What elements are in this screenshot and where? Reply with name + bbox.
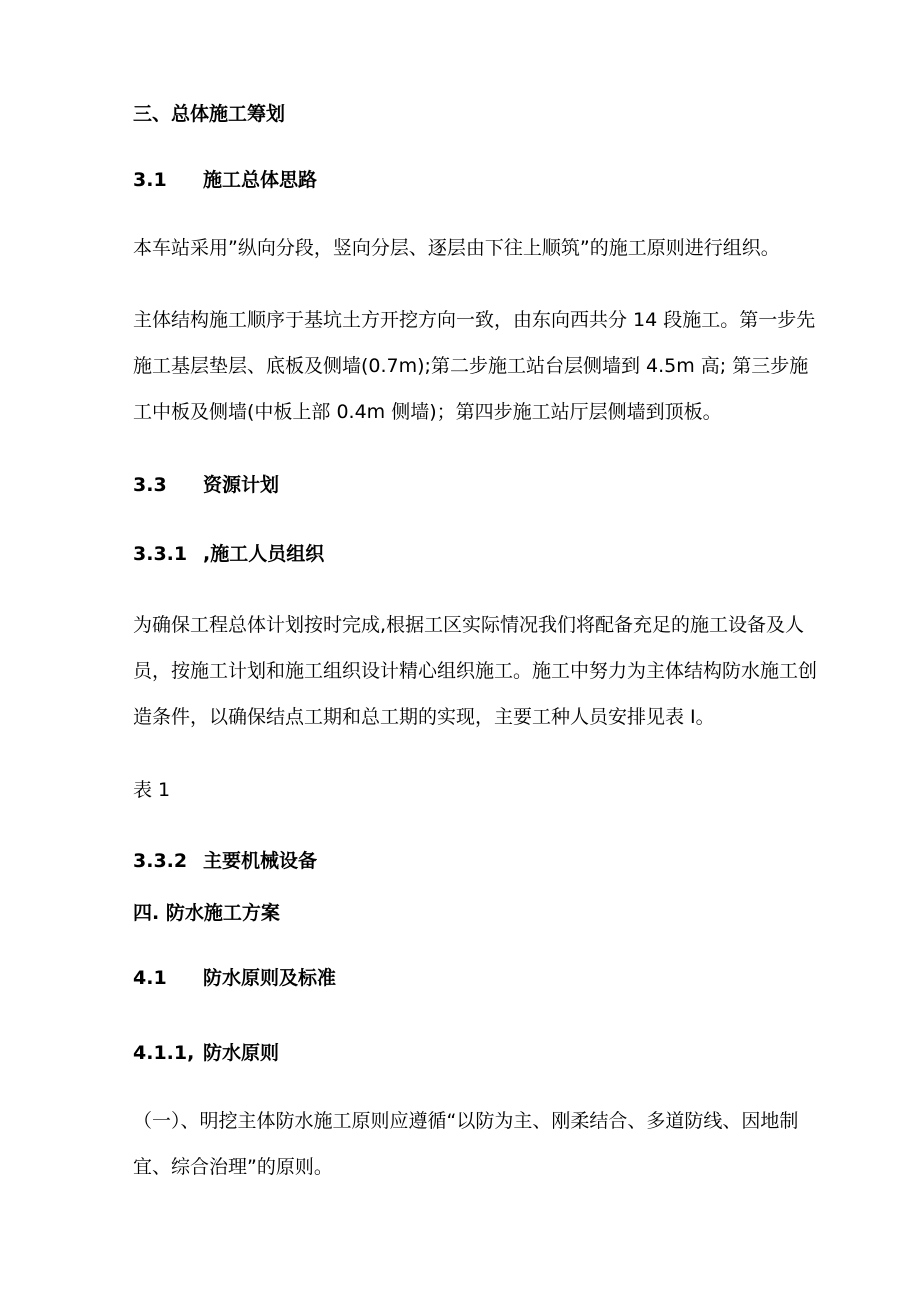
section-heading-4-text: 四. 防水施工方案	[133, 902, 280, 924]
paragraph-sequence-line: 主体结构施工顺序于基坑土方开挖方向一致，由东向西共分 14 段施工。第一步先	[133, 309, 816, 331]
heading-4-1-1	[133, 1040, 803, 1066]
table-reference-text: 表 1	[133, 779, 171, 801]
paragraph-staffing-line: 员，按施工计划和施工组织设计精心组织施工。施工中努力为主体结构防水施工创	[133, 660, 818, 682]
paragraph-approach	[133, 235, 803, 261]
heading-3-3-2-number: 3.3.2	[133, 850, 188, 872]
paragraph-approach-text: 本车站采用”纵向分段，竖向分层、逐层由下往上顺筑”的施工原则进行组织。	[133, 237, 780, 259]
heading-3-1-number: 3.1	[133, 169, 167, 191]
heading-4-1-1-title: 防水原则	[203, 1042, 280, 1064]
paragraph-principle-line: 宜、综合治理”的原则。	[133, 1156, 333, 1178]
paragraph-sequence-line: 工中板及侧墙(中板上部 0.4m 侧墙)；第四步施工站厅层侧墙到顶板。	[133, 401, 722, 423]
heading-3-3-number: 3.3	[133, 474, 167, 496]
paragraph-sequence-line: 施工基层垫层、底板及侧墙(0.7m);第二步施工站台层侧墙到 4.5m 高; 第三步施	[133, 355, 809, 377]
paragraph-staffing-line: 造条件，以确保结点工期和总工期的实现，主要工种人员安排见表 I。	[133, 706, 715, 728]
paragraph-staffing-line: 为确保工程总体计划按时完成,根据工区实际情况我们将配备充足的施工设备及人	[133, 614, 805, 636]
paragraph-staffing	[133, 602, 818, 740]
heading-3-3	[133, 472, 803, 498]
heading-4-1	[133, 965, 803, 991]
section-heading-3	[133, 101, 803, 127]
heading-3-1	[133, 167, 803, 193]
heading-3-3-title: 资源计划	[203, 474, 280, 496]
paragraph-principle-line: （一）、明挖主体防水施工原则应遵循“以防为主、刚柔结合、多道防线、因地制	[133, 1110, 799, 1132]
section-heading-4	[133, 900, 803, 926]
paragraph-principle	[133, 1098, 803, 1190]
heading-3-3-2	[133, 848, 803, 874]
heading-4-1-title: 防水原则及标准	[203, 967, 337, 989]
heading-3-3-1-number: 3.3.1	[133, 543, 188, 565]
heading-4-1-number: 4.1	[133, 967, 167, 989]
heading-3-1-title: 施工总体思路	[203, 169, 318, 191]
heading-3-3-1	[133, 541, 803, 567]
paragraph-sequence	[133, 297, 816, 435]
table-reference	[133, 777, 803, 803]
heading-3-3-1-title: ,施工人员组织	[203, 543, 325, 565]
section-heading-3-text: 三、总体施工筹划	[133, 103, 286, 125]
heading-4-1-1-number: 4.1.1,	[133, 1042, 195, 1064]
heading-3-3-2-title: 主要机械设备	[203, 850, 318, 872]
